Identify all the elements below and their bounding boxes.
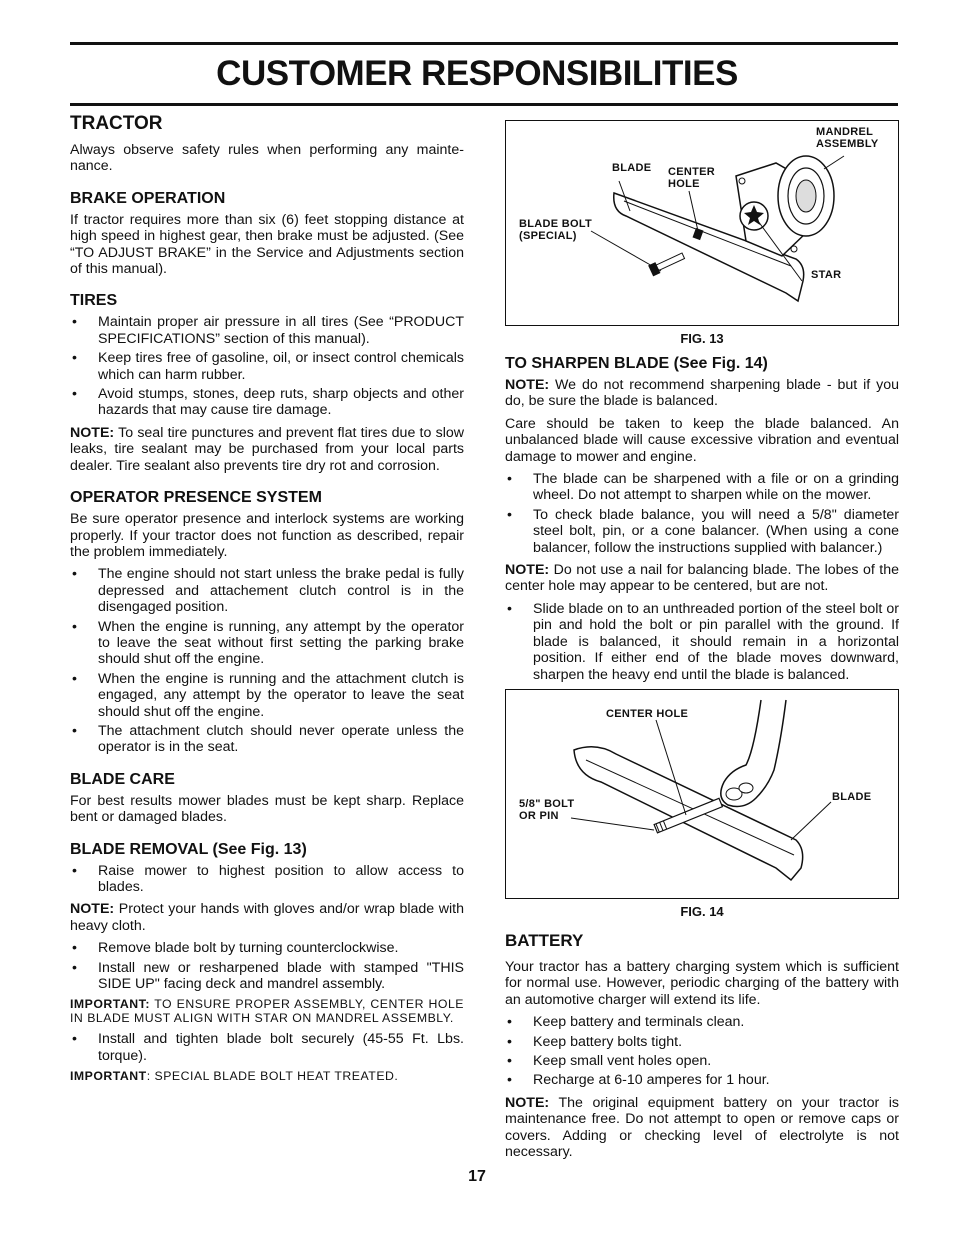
sharpen-note-1: [505, 377, 899, 410]
brake-heading: BRAKE OPERATION: [70, 189, 226, 207]
note-text: Protect your hands with gloves and/or wrap blade with heavy cloth.: [70, 901, 464, 934]
brake-text: If tractor requires more than six (6) feet stopping distance at high speed in highest gear, then brake must be adjusted. (See “TO ADJUST BRAKE” in the Service and Adjustments section of this manual).: [70, 211, 464, 278]
battery-heading: BATTERY: [505, 930, 584, 950]
tractor-heading: TRACTOR: [70, 113, 163, 134]
blade-care-heading: BLADE CARE: [70, 770, 175, 788]
list-item: • To check blade balance, you will need a 5/8" diameter steel bolt, pin, or a cone balancer. (When using a cone balancer, follow the instructions supplied with balancer.): [505, 507, 899, 556]
fig13-caption: FIG. 13: [680, 331, 724, 346]
battery-text: Your tractor has a battery charging system which is sufficient for normal use. However, periodic charging of the battery with an automotive charger will extend its life.: [505, 958, 899, 1008]
important-note-2: [70, 1070, 464, 1084]
note-text: The original equipment battery on your tractor is maintenance free. Do not attempt to open or remove caps or covers. Adding or checking level of electrolyte is not necessary.: [505, 1094, 899, 1160]
list-item: • Recharge at 6-10 amperes for 1 hour.: [505, 1072, 899, 1088]
blade-removal-heading: BLADE REMOVAL (See Fig. 13): [70, 840, 307, 858]
top-rule: [70, 42, 898, 45]
list-item: • Keep small vent holes open.: [505, 1053, 899, 1069]
battery-list: [505, 1014, 899, 1089]
important-text: : SPECIAL BLADE BOLT HEAT TREATED.: [146, 1069, 399, 1084]
page-title: CUSTOMER RESPONSIBILITIES: [216, 54, 738, 93]
mount-hole: [739, 178, 745, 184]
blade-removal-list-1: [70, 863, 464, 896]
note-text: To seal tire punctures and prevent flat tires due to slow leaks, tire sealant may be purchased from your local parts dealer. Tire sealant also prevents tire dry rot and corrosion.: [70, 424, 464, 474]
tractor-intro: Always observe safety rules when performing any maintenance.: [70, 142, 464, 175]
note-label: NOTE:: [505, 1094, 550, 1111]
note-label: NOTE:: [70, 901, 115, 918]
sharpen-list-2: [505, 601, 899, 683]
note-text: We do not recommend sharpening blade - but if you do, be sure the blade is balanced.: [505, 377, 899, 410]
ops-list: [70, 566, 464, 755]
note-label: NOTE:: [505, 562, 550, 579]
list-item: • Keep battery and terminals clean.: [505, 1014, 899, 1030]
list-item: • Keep battery bolts tight.: [505, 1034, 899, 1050]
leader-line: [824, 156, 844, 169]
tires-note: [70, 425, 464, 474]
label-center-hole: CENTER HOLE: [668, 166, 716, 190]
label-center-hole: CENTER HOLE: [606, 707, 689, 720]
blade-removal-list-2: [70, 940, 464, 992]
label-star: STAR: [811, 269, 842, 281]
leader-line: [791, 802, 831, 840]
list-item: • When the engine is running and the attachment clutch is engaged, any attempt by the operator to leave the seat should shut off the engine.: [70, 671, 464, 720]
pulley-hub: [796, 180, 816, 212]
list-item: • Keep tires free of gasoline, oil, or insect control chemicals which can harm rubber.: [70, 350, 464, 383]
ops-heading: OPERATOR PRESENCE SYSTEM: [70, 489, 322, 507]
list-item: • Raise mower to highest position to allow access to blades.: [70, 863, 464, 896]
list-item: • The engine should not start unless the brake pedal is fully depressed and attachement clutch control is in the disengaged position.: [70, 566, 464, 615]
tires-list: [70, 314, 464, 418]
label-blade-bolt: BLADE BOLT (SPECIAL): [519, 218, 593, 242]
list-item: • The blade can be sharpened with a file or on a grinding wheel. Do not attempt to sharpen while on the mower.: [505, 471, 899, 504]
list-item: • Remove blade bolt by turning counterclockwise.: [70, 940, 464, 956]
page-number: 17: [468, 1168, 486, 1185]
tires-heading: TIRES: [70, 292, 118, 310]
list-item: • Slide blade on to an unthreaded portion of the steel bolt or pin and hold the bolt or pin parallel with the ground. If blade is balanced, it should remain in a horizontal position. If either end of the blade moves downward, sharpen the heavy end until the blade is balanced.: [505, 601, 899, 683]
list-item: • Install and tighten blade bolt securely (45-55 Ft. Lbs. torque).: [70, 1031, 464, 1064]
label-mandrel-assembly: MANDREL ASSEMBLY: [816, 126, 879, 150]
note-text: Do not use a nail for balancing blade. The lobes of the center hole may appear to be centered, but are not.: [505, 562, 899, 595]
battery-note: [505, 1095, 899, 1161]
list-item: • The attachment clutch should never operate unless the operator is in the seat.: [70, 723, 464, 756]
sharpen-note-2: [505, 562, 899, 595]
title-rule: [70, 103, 898, 106]
list-item: • Avoid stumps, stones, deep ruts, sharp objects and other hazards that may cause tire damage.: [70, 386, 464, 419]
blade-removal-note: [70, 901, 464, 934]
label-blade: BLADE: [832, 790, 872, 803]
right-column: [505, 120, 899, 1166]
blade-removal-list-3: [70, 1031, 464, 1064]
blade-bolt: [648, 250, 686, 276]
list-item: • Install new or resharpened blade with stamped "THIS SIDE UP" facing deck and mandrel assembly.: [70, 960, 464, 993]
blade-care-text: For best results mower blades must be kept sharp. Replace bent or damaged blades.: [70, 792, 464, 826]
important-note-1: [70, 998, 464, 1025]
note-label: NOTE:: [505, 377, 550, 393]
mount-hole: [791, 246, 797, 252]
label-blade: BLADE: [612, 162, 652, 174]
finger: [739, 783, 753, 793]
left-column: [70, 112, 464, 1090]
figure-13: [505, 120, 899, 326]
ops-text: Be sure operator presence and interlock systems are working properly. If your tractor does not function as described, repair the problem immediately.: [70, 511, 464, 560]
note-label: NOTE:: [70, 424, 115, 441]
important-label: IMPORTANT: [70, 1069, 147, 1084]
fig14-caption: FIG. 14: [680, 903, 724, 919]
important-label: IMPORTANT:: [70, 997, 150, 1012]
sharpen-heading: TO SHARPEN BLADE (See Fig. 14): [505, 355, 768, 372]
label-bolt-or-pin: 5/8" BOLT OR PIN: [519, 797, 575, 822]
list-item: • When the engine is running, any attempt by the operator to leave the seat without first setting the parking brake should shut off the engine.: [70, 619, 464, 668]
figure-14: [505, 689, 899, 899]
list-item: • Maintain proper air pressure in all tires (See “PRODUCT SPECIFICATIONS” section of this manual).: [70, 314, 464, 347]
sharpen-text: Care should be taken to keep the blade balanced. An unbalanced blade will cause excessive vibration and eventual damage to mower and engine.: [505, 415, 899, 465]
important-text: TO ENSURE PROPER ASSEMBLY, CENTER HOLE IN BLADE MUST ALIGN WITH STAR ON MANDREL ASSEMBLY.: [70, 997, 464, 1025]
sharpen-list-1: [505, 471, 899, 556]
